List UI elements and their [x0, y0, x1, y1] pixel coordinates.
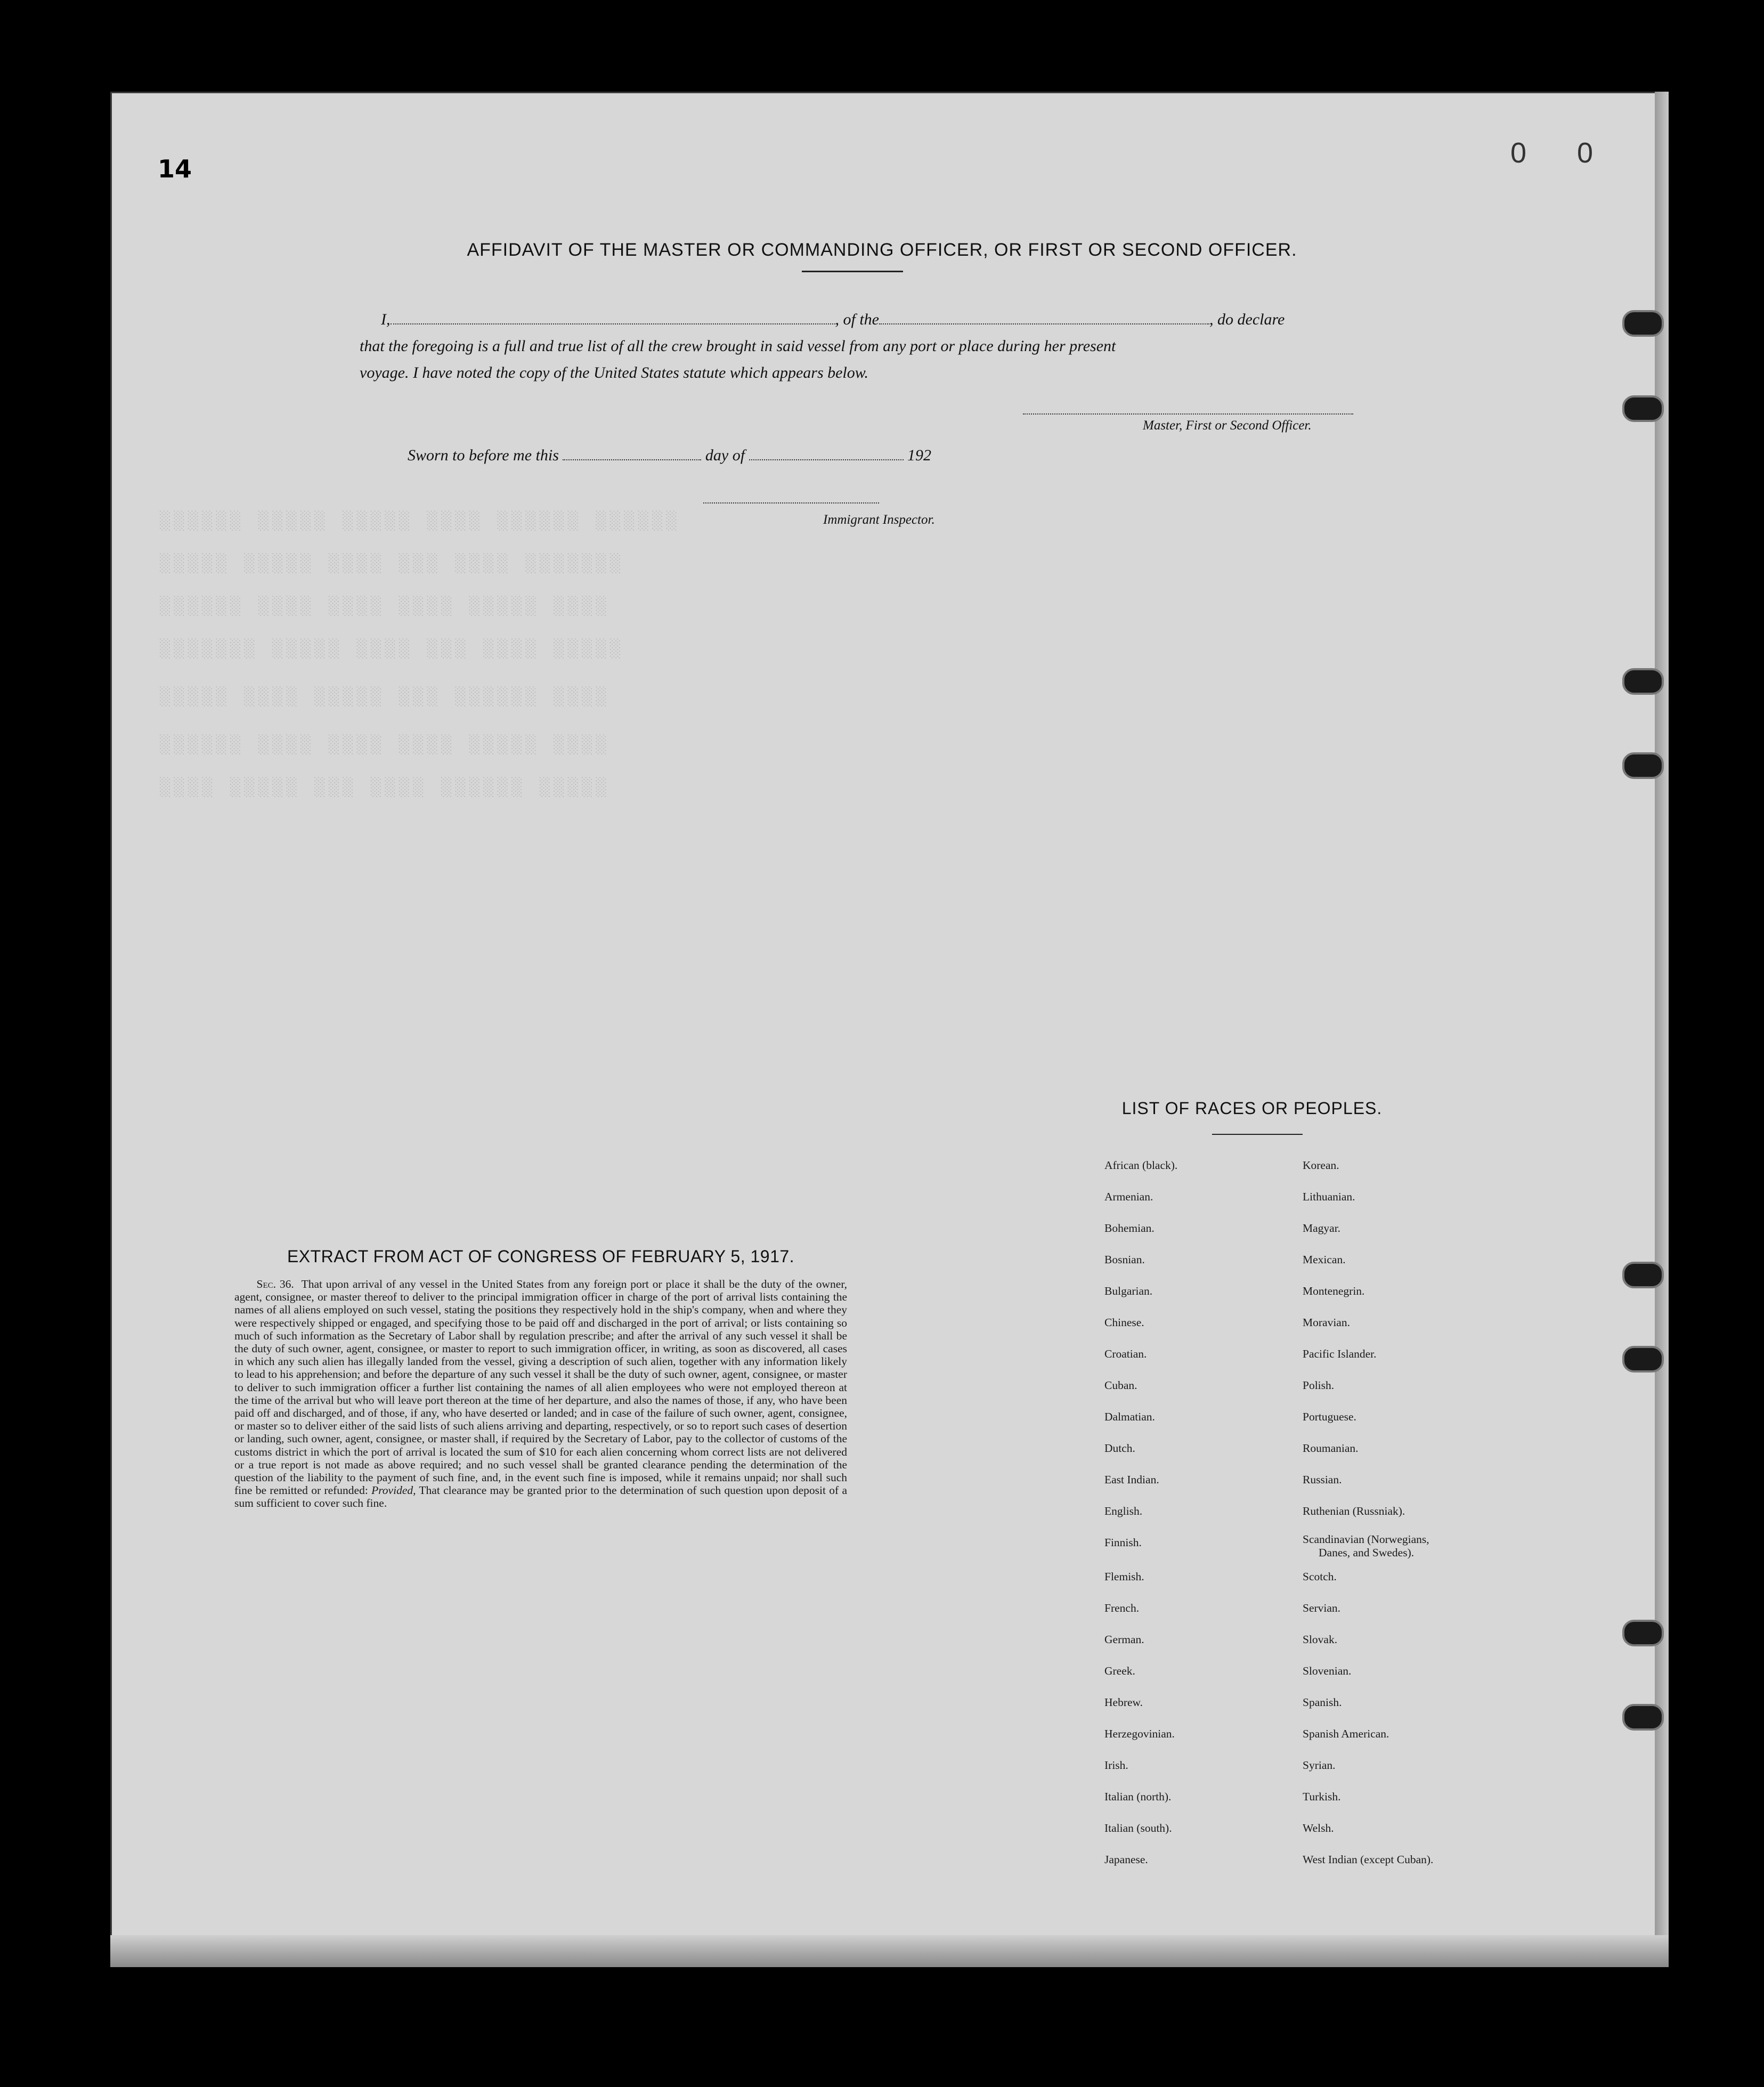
- affidavit-line2: that the foregoing is a full and true list of all the crew brought in said vessel from any port or place during her present: [360, 337, 1116, 355]
- race-item: Dalmatian.: [1104, 1410, 1155, 1423]
- race-item: Greek.: [1104, 1664, 1135, 1677]
- affidavit-title: AFFIDAVIT OF THE MASTER OR COMMANDING OFFICER, OR FIRST OR SECOND OFFICER.: [467, 240, 1297, 260]
- signature-blank[interactable]: [1023, 399, 1353, 415]
- race-item: Bulgarian.: [1104, 1285, 1153, 1297]
- affidavit-declare: , do declare: [1209, 311, 1285, 328]
- race-item: Montenegrin.: [1303, 1285, 1365, 1297]
- punch-hole-icon: [1622, 1262, 1664, 1288]
- extract-title: EXTRACT FROM ACT OF CONGRESS OF FEBRUARY 5, 1917.: [287, 1247, 795, 1266]
- race-item: Spanish American.: [1303, 1727, 1389, 1740]
- punch-hole-icon: [1622, 668, 1664, 695]
- title-rule: [802, 271, 903, 272]
- race-item: Hebrew.: [1104, 1696, 1143, 1709]
- stamp-marks: 0 0: [1510, 137, 1615, 169]
- race-item: Lithuanian.: [1303, 1190, 1355, 1203]
- punch-hole-icon: [1622, 395, 1664, 422]
- race-item: Italian (north).: [1104, 1790, 1172, 1803]
- affidavit-body: [360, 306, 1372, 386]
- proviso-label: Provided,: [371, 1484, 416, 1497]
- year-text: 192: [907, 446, 932, 464]
- race-item: Armenian.: [1104, 1190, 1153, 1203]
- month-blank[interactable]: [749, 444, 904, 460]
- vessel-blank[interactable]: [879, 308, 1209, 324]
- race-item: English.: [1104, 1505, 1143, 1517]
- punch-hole-icon: [1622, 1704, 1664, 1731]
- race-item: Slovak.: [1303, 1633, 1338, 1646]
- race-item: Croatian.: [1104, 1347, 1147, 1360]
- race-item: Italian (south).: [1104, 1822, 1172, 1834]
- handwritten-page-number: 14: [158, 155, 192, 183]
- section-number: Sec. 36.: [256, 1278, 294, 1290]
- race-item: Chinese.: [1104, 1316, 1144, 1329]
- race-item: Scandinavian (Norwegians,: [1303, 1533, 1429, 1546]
- race-item: Bosnian.: [1104, 1253, 1145, 1266]
- race-item: Cuban.: [1104, 1379, 1137, 1392]
- sworn-text: Sworn to before me this: [408, 446, 559, 464]
- bleed-through-text: ░░░░ ░░░░░ ░░░ ░░░░ ░░░░░░ ░░░░░: [160, 778, 610, 798]
- race-item: French.: [1104, 1602, 1140, 1614]
- race-item: Japanese.: [1104, 1853, 1148, 1866]
- page-bottom-edge: [110, 1935, 1669, 1967]
- bleed-through-text: ░░░░░░ ░░░░░ ░░░░░ ░░░░ ░░░░░░ ░░░░░░: [160, 511, 680, 532]
- race-item: Magyar.: [1303, 1222, 1341, 1235]
- affidavit-i: I,: [381, 311, 391, 328]
- bleed-through-text: ░░░░░ ░░░░░ ░░░░ ░░░ ░░░░ ░░░░░░░: [160, 554, 624, 574]
- race-item: Ruthenian (Russniak).: [1303, 1505, 1405, 1517]
- race-item: East Indian.: [1104, 1473, 1159, 1486]
- affidavit-line3: voyage. I have noted the copy of the United States statute which appears below.: [360, 364, 869, 381]
- race-item: Danes, and Swedes).: [1319, 1546, 1415, 1559]
- proviso-text: That clearance may be granted prior to the determination of such question upon deposit of a sum sufficient to cover such fine.: [234, 1484, 847, 1510]
- inspector-label: Immigrant Inspector.: [823, 513, 935, 527]
- punch-hole-icon: [1622, 1346, 1664, 1373]
- race-item: Finnish.: [1104, 1536, 1142, 1549]
- race-item: Herzegovinian.: [1104, 1727, 1175, 1740]
- extract-text: [234, 1278, 847, 1510]
- races-title: LIST OF RACES OR PEOPLES.: [1121, 1099, 1383, 1118]
- sworn-line: [408, 442, 931, 469]
- bleed-through-text: ░░░░░░░ ░░░░░ ░░░░ ░░░ ░░░░ ░░░░░: [160, 639, 624, 660]
- race-item: Scotch.: [1303, 1570, 1337, 1583]
- punch-hole-icon: [1622, 1620, 1664, 1646]
- race-item: Irish.: [1104, 1759, 1128, 1772]
- races-rule: [1212, 1134, 1303, 1135]
- section-body: That upon arrival of any vessel in the United States from any foreign port or place it shall be the duty of the owner, agent, consignee, or master thereof to deliver to the principal immigration officer in charge of the port of arrival lists containing the names of all aliens employed on such vessel, stating the positions they respectively hold in the ship's company, when and where they were respectively shipped or engaged, and specifying those to be paid off and discharged in the port of arrival; or lists containing so much of such information as the Secretary of Labor shall by regulation prescribe; and after the arrival of any such vessel it shall be the duty of such owner, agent, consignee, or master to report to such immigration officer, in writing, as soon as discovered, all cases in which any such alien has illegally landed from the vessel, giving a description of such alien, together with any information likely to lead to his apprehension; and before the departure of any such vessel it shall be the duty of such owner, agent, consignee, or master to deliver to such immigration officer a further list containing the names of all alien employees who were not employed thereon at the time of the arrival but who will leave port thereon at the time of her departure, and also the names of those, if any, who have been paid off and discharged, and of those, if any, who have deserted or landed; and in case of the failure of such owner, agent, consignee, or master so to deliver either of the said lists of such aliens arriving and departing, respectively, or so to report such cases of desertion or landing, such owner, agent, consignee, or master shall, if required by the Secretary of Labor, pay to the collector of customs of the customs district in which the port of arrival is located the sum of $10 for each alien concerning whom correct lists are not delivered or a true report is not made as above required; and no such vessel shall be granted clearance pending the determination of the question of the liability to the payment of such fine, and, in the event such fine is imposed, while it remains unpaid; nor shall such fine be remitted or refunded:: [234, 1278, 848, 1497]
- bleed-through-text: ░░░░░ ░░░░ ░░░░░ ░░░ ░░░░░░ ░░░░: [160, 687, 610, 708]
- affidavit-of-the: , of the: [835, 311, 879, 328]
- name-blank[interactable]: [391, 308, 835, 324]
- race-item: Bohemian.: [1104, 1222, 1155, 1235]
- bleed-through-text: ░░░░░░ ░░░░ ░░░░ ░░░░ ░░░░░ ░░░░: [160, 735, 610, 756]
- race-item: Servian.: [1303, 1602, 1341, 1614]
- race-item: Polish.: [1303, 1379, 1335, 1392]
- race-item: German.: [1104, 1633, 1144, 1646]
- race-item: African (black).: [1104, 1159, 1178, 1172]
- race-item: Russian.: [1303, 1473, 1342, 1486]
- bleed-through-text: ░░░░░░ ░░░░ ░░░░ ░░░░ ░░░░░ ░░░░: [160, 597, 610, 617]
- race-item: Moravian.: [1303, 1316, 1350, 1329]
- page-edge: [1655, 92, 1669, 1967]
- inspector-blank[interactable]: [703, 488, 879, 504]
- race-item: Roumanian.: [1303, 1442, 1359, 1455]
- day-blank[interactable]: [563, 444, 701, 460]
- punch-hole-icon: [1622, 310, 1664, 337]
- race-item: Spanish.: [1303, 1696, 1342, 1709]
- race-item: Korean.: [1303, 1159, 1339, 1172]
- day-of-text: day of: [705, 446, 745, 464]
- race-item: Portuguese.: [1303, 1410, 1356, 1423]
- signature-label: Master, First or Second Officer.: [1143, 418, 1312, 433]
- race-item: Mexican.: [1303, 1253, 1346, 1266]
- race-item: Welsh.: [1303, 1822, 1334, 1834]
- race-item: West Indian (except Cuban).: [1303, 1853, 1434, 1866]
- race-item: Dutch.: [1104, 1442, 1135, 1455]
- race-item: Turkish.: [1303, 1790, 1341, 1803]
- race-item: Pacific Islander.: [1303, 1347, 1377, 1360]
- punch-hole-icon: [1622, 752, 1664, 779]
- race-item: Syrian.: [1303, 1759, 1336, 1772]
- race-item: Flemish.: [1104, 1570, 1144, 1583]
- race-item: Slovenian.: [1303, 1664, 1352, 1677]
